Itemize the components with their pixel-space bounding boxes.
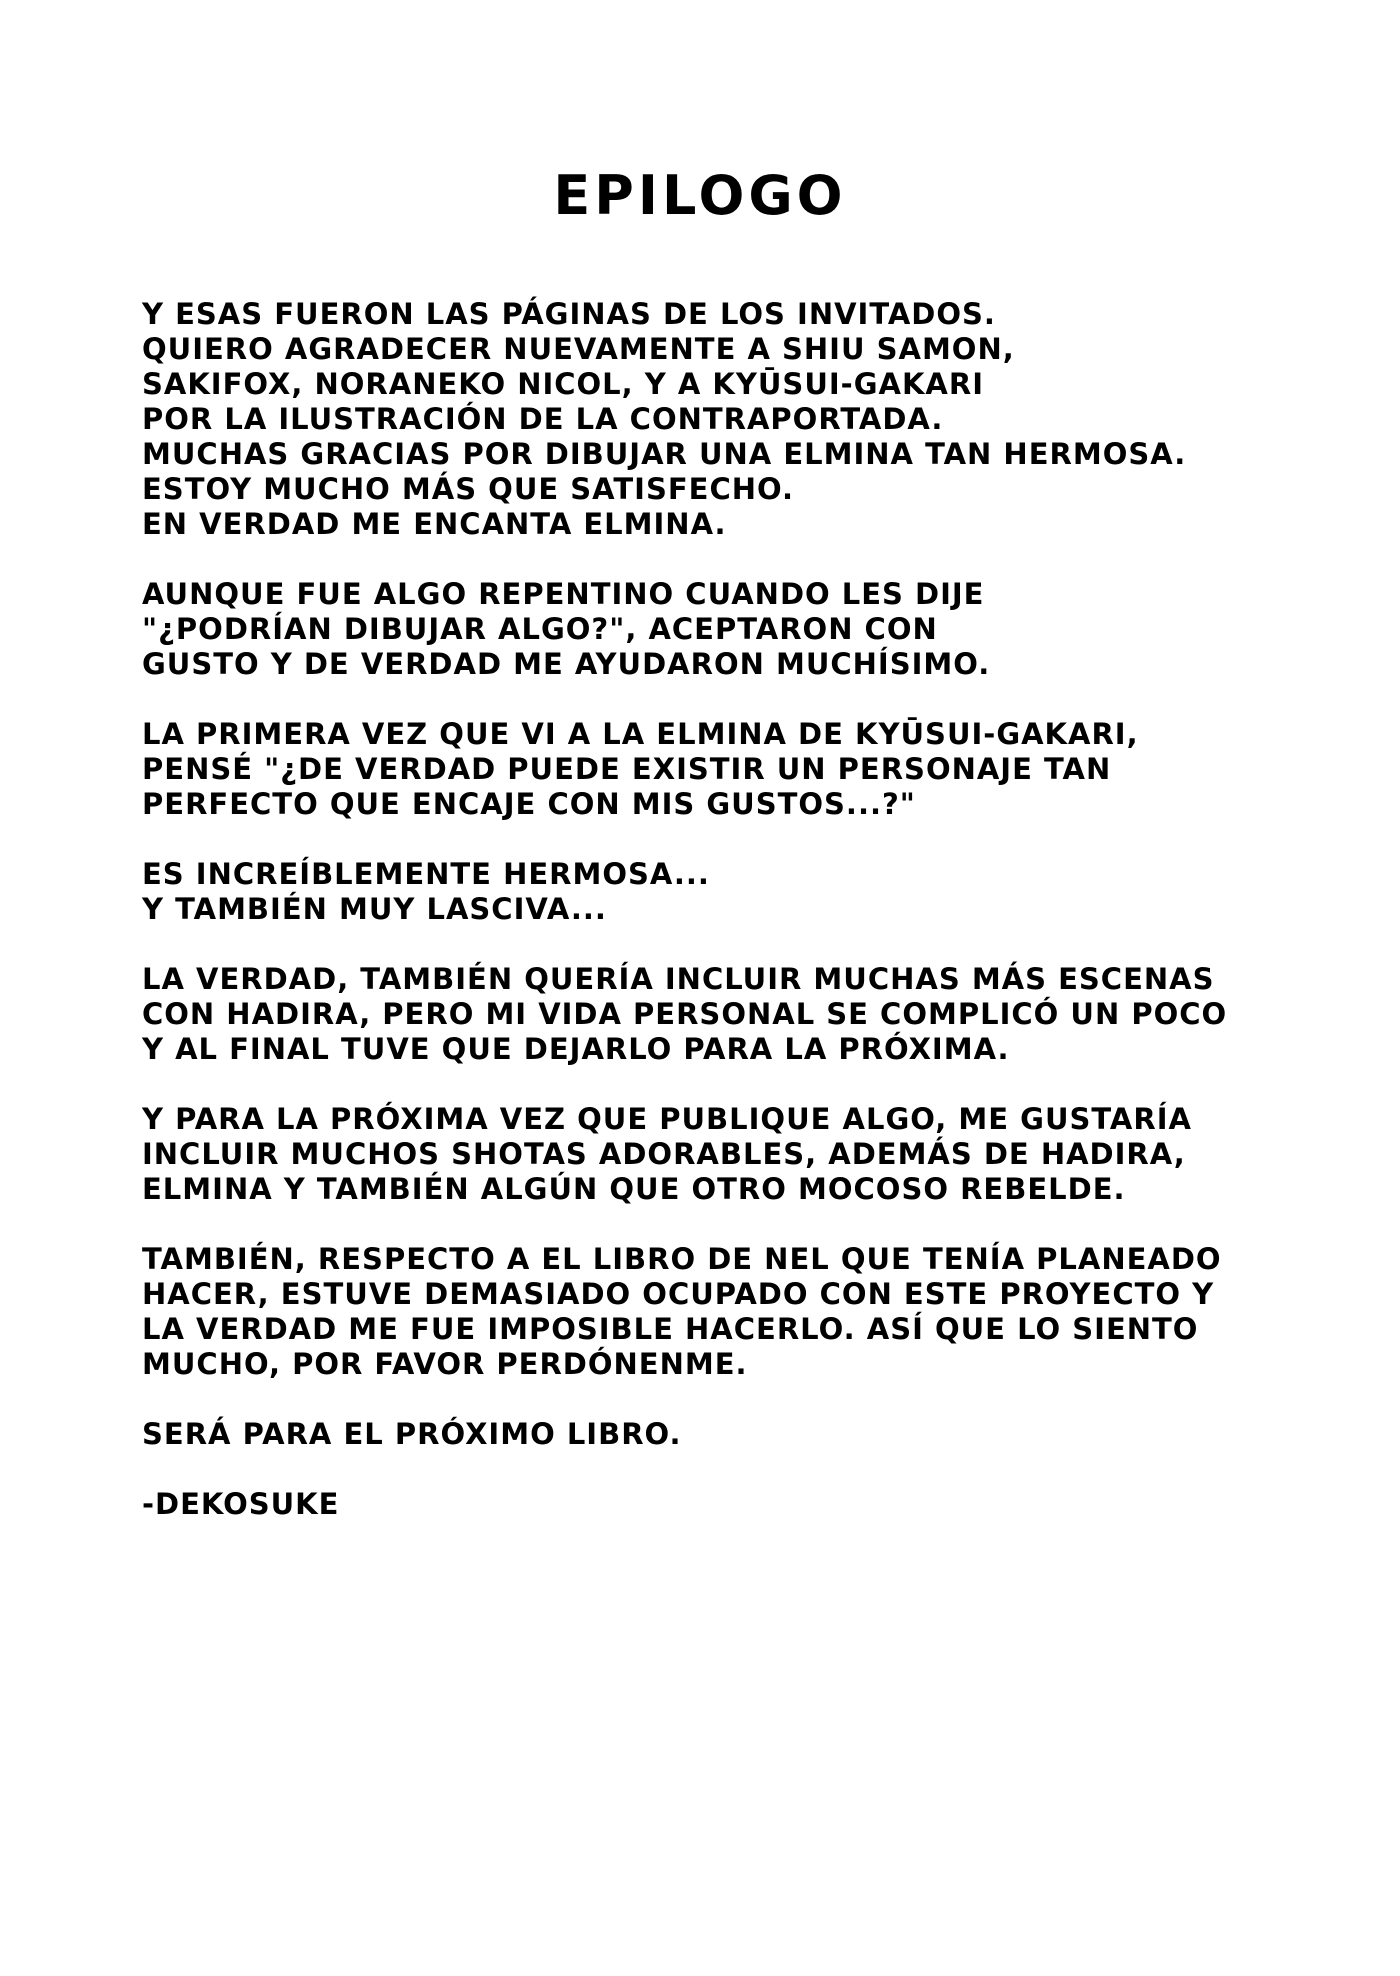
paragraph xyxy=(142,1487,1322,1522)
text-line: CON HADIRA, PERO MI VIDA PERSONAL SE COMPLICÓ UN POCO xyxy=(142,997,1228,1031)
text-line: Y TAMBIÉN MUY LASCIVA... xyxy=(142,892,607,926)
text-line: POR LA ILUSTRACIÓN DE LA CONTRAPORTADA. xyxy=(142,402,944,436)
text-line: HACER, ESTUVE DEMASIADO OCUPADO CON ESTE PROYECTO Y xyxy=(142,1277,1215,1311)
text-line: INCLUIR MUCHOS SHOTAS ADORABLES, ADEMÁS DE HADIRA, xyxy=(142,1137,1186,1171)
text-line: LA PRIMERA VEZ QUE VI A LA ELMINA DE KYŪSUI-GAKARI, xyxy=(142,717,1139,751)
text-line: ESTOY MUCHO MÁS QUE SATISFECHO. xyxy=(142,472,795,506)
page-title: EPILOGO xyxy=(553,164,847,227)
text-line: SERÁ PARA EL PRÓXIMO LIBRO. xyxy=(142,1417,682,1451)
text-line: LA VERDAD, TAMBIÉN QUERÍA INCLUIR MUCHAS MÁS ESCENAS xyxy=(142,962,1215,996)
text-line: ES INCREÍBLEMENTE HERMOSA... xyxy=(142,857,710,891)
paragraph xyxy=(142,1417,1322,1452)
text-line: MUCHAS GRACIAS POR DIBUJAR UNA ELMINA TAN HERMOSA. xyxy=(142,437,1187,471)
paragraph xyxy=(142,1102,1322,1207)
text-line: Y ESAS FUERON LAS PÁGINAS DE LOS INVITADOS. xyxy=(142,297,996,331)
text-line: QUIERO AGRADECER NUEVAMENTE A SHIU SAMON, xyxy=(142,332,1015,366)
paragraph xyxy=(142,577,1322,682)
text-line: SAKIFOX, NORANEKO NICOL, Y A KYŪSUI-GAKARI xyxy=(142,367,984,401)
text-line: Y PARA LA PRÓXIMA VEZ QUE PUBLIQUE ALGO, ME GUSTARÍA xyxy=(142,1102,1192,1136)
paragraph xyxy=(142,297,1322,542)
text-line: LA VERDAD ME FUE IMPOSIBLE HACERLO. ASÍ QUE LO SIENTO xyxy=(142,1312,1199,1346)
paragraph xyxy=(142,857,1322,927)
text-line: TAMBIÉN, RESPECTO A EL LIBRO DE NEL QUE TENÍA PLANEADO xyxy=(142,1242,1222,1276)
text-line: Y AL FINAL TUVE QUE DEJARLO PARA LA PRÓXIMA. xyxy=(142,1032,1010,1066)
text-line: AUNQUE FUE ALGO REPENTINO CUANDO LES DIJE xyxy=(142,577,985,611)
epilogue-body xyxy=(142,297,1322,1557)
paragraph xyxy=(142,962,1322,1067)
text-line: EN VERDAD ME ENCANTA ELMINA. xyxy=(142,507,727,541)
text-line: ELMINA Y TAMBIÉN ALGÚN QUE OTRO MOCOSO REBELDE. xyxy=(142,1172,1126,1206)
text-line: PERFECTO QUE ENCAJE CON MIS GUSTOS...?" xyxy=(142,787,916,821)
text-line: PENSÉ "¿DE VERDAD PUEDE EXISTIR UN PERSONAJE TAN xyxy=(142,752,1112,786)
text-line: -DEKOSUKE xyxy=(142,1487,340,1521)
paragraph xyxy=(142,717,1322,822)
text-line: MUCHO, POR FAVOR PERDÓNENME. xyxy=(142,1347,748,1381)
paragraph xyxy=(142,1242,1322,1382)
text-line: "¿PODRÍAN DIBUJAR ALGO?", ACEPTARON CON xyxy=(142,612,938,646)
text-line: GUSTO Y DE VERDAD ME AYUDARON MUCHÍSIMO. xyxy=(142,647,991,681)
